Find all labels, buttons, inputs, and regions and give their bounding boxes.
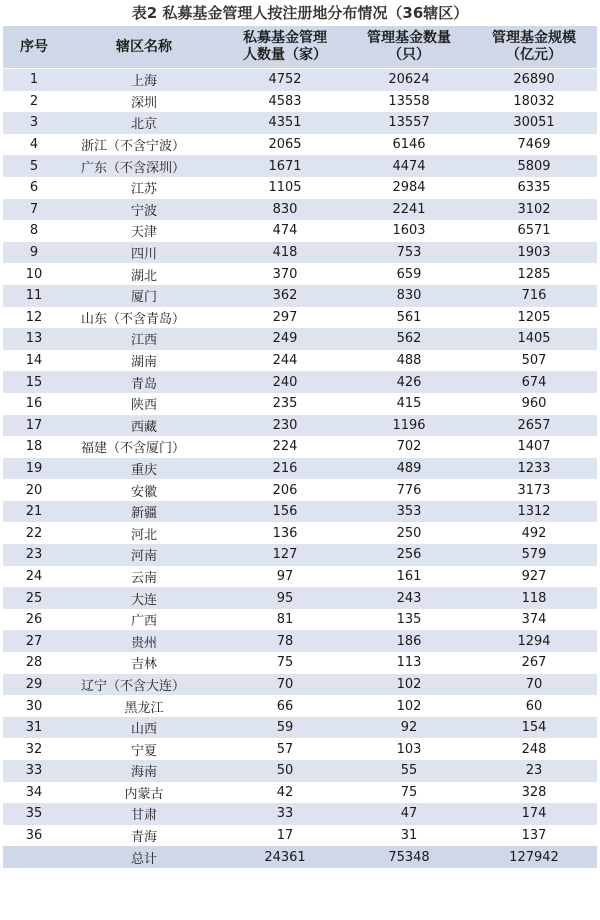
scale-cell: 7469	[471, 134, 597, 156]
scale-cell: 1294	[471, 630, 597, 652]
table-row	[3, 479, 597, 501]
region-cell	[65, 155, 223, 177]
managers-cell: 78	[223, 630, 347, 652]
funds-cell: 113	[347, 652, 471, 674]
managers-cell: 81	[223, 609, 347, 631]
region-cell: 上海	[65, 69, 223, 91]
managers-cell: 136	[223, 522, 347, 544]
seq-cell: 19	[3, 458, 65, 480]
seq-cell: 20	[3, 479, 65, 501]
funds-cell: 353	[347, 501, 471, 523]
region-cell: 安徽	[65, 479, 223, 501]
managers-cell: 156	[223, 501, 347, 523]
region-cell	[65, 307, 223, 329]
scale-cell: 1407	[471, 436, 597, 458]
table-row	[3, 285, 597, 307]
managers-cell: 4752	[223, 69, 347, 91]
seq-cell: 7	[3, 199, 65, 221]
scale-cell: 1205	[471, 307, 597, 329]
managers-cell: 362	[223, 285, 347, 307]
table-row	[3, 695, 597, 717]
funds-cell: 561	[347, 307, 471, 329]
region-cell: 海南	[65, 760, 223, 782]
table-title: 表2 私募基金管理人按注册地分布情况（36辖区）	[131, 4, 469, 22]
scale-cell: 492	[471, 522, 597, 544]
seq-cell: 25	[3, 587, 65, 609]
region-cell: 河南	[65, 544, 223, 566]
seq-cell: 27	[3, 630, 65, 652]
managers-cell: 1671	[223, 155, 347, 177]
managers-cell: 57	[223, 738, 347, 760]
seq-cell: 5	[3, 155, 65, 177]
seq-cell: 12	[3, 307, 65, 329]
scale-cell: 1233	[471, 458, 597, 480]
funds-cell: 753	[347, 242, 471, 264]
scale-cell: 248	[471, 738, 597, 760]
table-row	[3, 177, 597, 199]
region-cell: 山西	[65, 717, 223, 739]
seq-cell: 29	[3, 674, 65, 696]
region-cell: 甘肃	[65, 803, 223, 825]
table-row	[3, 587, 597, 609]
seq-cell: 30	[3, 695, 65, 717]
funds-cell: 13558	[347, 91, 471, 113]
funds-cell: 4474	[347, 155, 471, 177]
scale-cell: 579	[471, 544, 597, 566]
seq-cell: 34	[3, 782, 65, 804]
funds-cell: 243	[347, 587, 471, 609]
total-label: 总计	[65, 846, 223, 868]
header-scale-line1: 管理基金规模	[492, 30, 576, 46]
scale-cell: 18032	[471, 91, 597, 113]
region-cell: 河北	[65, 522, 223, 544]
table-row	[3, 263, 597, 285]
table-row	[3, 91, 597, 113]
managers-cell: 830	[223, 199, 347, 221]
table-row	[3, 825, 597, 847]
seq-cell: 14	[3, 350, 65, 372]
funds-cell: 426	[347, 371, 471, 393]
funds-cell: 250	[347, 522, 471, 544]
table-row	[3, 307, 597, 329]
seq-cell: 36	[3, 825, 65, 847]
region-cell: 重庆	[65, 458, 223, 480]
header-region: 辖区名称	[65, 26, 223, 69]
region-cell: 陕西	[65, 393, 223, 415]
table-row	[3, 155, 597, 177]
funds-cell: 20624	[347, 69, 471, 91]
scale-cell: 137	[471, 825, 597, 847]
table-row	[3, 199, 597, 221]
table-row	[3, 522, 597, 544]
seq-cell: 3	[3, 112, 65, 134]
managers-cell: 33	[223, 803, 347, 825]
total-scale: 127942	[471, 846, 597, 868]
table-row	[3, 350, 597, 372]
funds-cell: 256	[347, 544, 471, 566]
header-managers-line2: 人数量（家）	[243, 47, 327, 63]
funds-cell: 1196	[347, 415, 471, 437]
funds-cell: 1603	[347, 220, 471, 242]
seq-cell: 32	[3, 738, 65, 760]
table-row	[3, 393, 597, 415]
region-label: 广东（不含深圳）	[81, 160, 186, 176]
managers-cell: 216	[223, 458, 347, 480]
managers-cell: 474	[223, 220, 347, 242]
scale-cell: 3102	[471, 199, 597, 221]
managers-cell: 370	[223, 263, 347, 285]
scale-cell: 6571	[471, 220, 597, 242]
table-row	[3, 134, 597, 156]
region-cell: 吉林	[65, 652, 223, 674]
table-row	[3, 609, 597, 631]
funds-cell: 488	[347, 350, 471, 372]
funds-cell: 75	[347, 782, 471, 804]
seq-cell: 1	[3, 69, 65, 91]
header-funds-line1: 管理基金数量	[367, 30, 451, 46]
scale-cell: 118	[471, 587, 597, 609]
funds-cell: 13557	[347, 112, 471, 134]
managers-cell: 75	[223, 652, 347, 674]
table-row	[3, 112, 597, 134]
funds-cell: 102	[347, 695, 471, 717]
seq-cell: 33	[3, 760, 65, 782]
seq-cell: 18	[3, 436, 65, 458]
scale-cell: 26890	[471, 69, 597, 91]
funds-cell: 776	[347, 479, 471, 501]
managers-cell: 42	[223, 782, 347, 804]
seq-cell: 4	[3, 134, 65, 156]
scale-cell: 507	[471, 350, 597, 372]
region-cell	[65, 134, 223, 156]
funds-cell: 562	[347, 328, 471, 350]
funds-cell: 415	[347, 393, 471, 415]
scale-cell: 30051	[471, 112, 597, 134]
seq-cell: 13	[3, 328, 65, 350]
seq-cell: 16	[3, 393, 65, 415]
scale-cell: 60	[471, 695, 597, 717]
region-cell: 青海	[65, 825, 223, 847]
funds-cell: 102	[347, 674, 471, 696]
total-seq-cell	[3, 846, 65, 868]
table-row	[3, 501, 597, 523]
table-row	[3, 220, 597, 242]
region-cell: 四川	[65, 242, 223, 264]
header-managers-line1: 私募基金管理	[243, 30, 327, 46]
table-row	[3, 782, 597, 804]
funds-cell: 103	[347, 738, 471, 760]
seq-cell: 11	[3, 285, 65, 307]
managers-cell: 95	[223, 587, 347, 609]
region-label: 浙江（不含宁波）	[81, 139, 186, 155]
header-scale-line2: （亿元）	[506, 47, 562, 63]
region-cell: 云南	[65, 566, 223, 588]
managers-cell: 2065	[223, 134, 347, 156]
managers-cell: 17	[223, 825, 347, 847]
funds-cell: 830	[347, 285, 471, 307]
region-cell: 北京	[65, 112, 223, 134]
managers-cell: 224	[223, 436, 347, 458]
managers-cell: 235	[223, 393, 347, 415]
scale-cell: 3173	[471, 479, 597, 501]
funds-cell: 2241	[347, 199, 471, 221]
seq-cell: 21	[3, 501, 65, 523]
managers-cell: 97	[223, 566, 347, 588]
table-row	[3, 738, 597, 760]
scale-cell: 2657	[471, 415, 597, 437]
region-cell: 新疆	[65, 501, 223, 523]
funds-cell: 702	[347, 436, 471, 458]
header-funds-line2: （只）	[388, 47, 430, 63]
region-distribution-table	[3, 26, 597, 868]
managers-cell: 249	[223, 328, 347, 350]
scale-cell: 6335	[471, 177, 597, 199]
funds-cell: 31	[347, 825, 471, 847]
table-row	[3, 69, 597, 91]
managers-cell: 297	[223, 307, 347, 329]
table-row	[3, 371, 597, 393]
table-row	[3, 760, 597, 782]
seq-cell: 28	[3, 652, 65, 674]
seq-cell: 23	[3, 544, 65, 566]
managers-cell: 1105	[223, 177, 347, 199]
seq-cell: 35	[3, 803, 65, 825]
region-cell: 宁夏	[65, 738, 223, 760]
managers-cell: 230	[223, 415, 347, 437]
scale-cell: 960	[471, 393, 597, 415]
scale-cell: 70	[471, 674, 597, 696]
scale-cell: 5809	[471, 155, 597, 177]
seq-cell: 15	[3, 371, 65, 393]
funds-cell: 659	[347, 263, 471, 285]
managers-cell: 50	[223, 760, 347, 782]
scale-cell: 716	[471, 285, 597, 307]
table-row	[3, 415, 597, 437]
managers-cell: 59	[223, 717, 347, 739]
seq-cell: 22	[3, 522, 65, 544]
scale-cell: 1312	[471, 501, 597, 523]
header-row	[3, 26, 597, 69]
scale-cell: 267	[471, 652, 597, 674]
funds-cell: 135	[347, 609, 471, 631]
scale-cell: 674	[471, 371, 597, 393]
scale-cell: 328	[471, 782, 597, 804]
managers-cell: 4351	[223, 112, 347, 134]
table-row	[3, 803, 597, 825]
region-cell: 江西	[65, 328, 223, 350]
scale-cell: 927	[471, 566, 597, 588]
scale-cell: 1903	[471, 242, 597, 264]
funds-cell: 55	[347, 760, 471, 782]
managers-cell: 4583	[223, 91, 347, 113]
total-managers: 24361	[223, 846, 347, 868]
region-cell: 大连	[65, 587, 223, 609]
table-row	[3, 328, 597, 350]
total-funds: 75348	[347, 846, 471, 868]
funds-cell: 186	[347, 630, 471, 652]
scale-cell: 174	[471, 803, 597, 825]
scale-cell: 154	[471, 717, 597, 739]
table-row	[3, 566, 597, 588]
region-cell: 江苏	[65, 177, 223, 199]
seq-cell: 2	[3, 91, 65, 113]
managers-cell: 70	[223, 674, 347, 696]
header-funds	[347, 26, 471, 69]
region-cell: 内蒙古	[65, 782, 223, 804]
table-row	[3, 458, 597, 480]
seq-cell: 26	[3, 609, 65, 631]
table-row	[3, 674, 597, 696]
seq-cell: 17	[3, 415, 65, 437]
seq-cell: 9	[3, 242, 65, 264]
funds-cell: 6146	[347, 134, 471, 156]
scale-cell: 1285	[471, 263, 597, 285]
scale-cell: 1405	[471, 328, 597, 350]
seq-cell: 8	[3, 220, 65, 242]
region-cell: 湖南	[65, 350, 223, 372]
managers-cell: 66	[223, 695, 347, 717]
table-row	[3, 242, 597, 264]
managers-cell: 127	[223, 544, 347, 566]
managers-cell: 244	[223, 350, 347, 372]
table-row	[3, 717, 597, 739]
header-managers	[223, 26, 347, 69]
region-cell: 广西	[65, 609, 223, 631]
seq-cell: 10	[3, 263, 65, 285]
scale-cell: 23	[471, 760, 597, 782]
region-cell: 黑龙江	[65, 695, 223, 717]
managers-cell: 206	[223, 479, 347, 501]
region-cell: 深圳	[65, 91, 223, 113]
scale-cell: 374	[471, 609, 597, 631]
region-cell: 宁波	[65, 199, 223, 221]
funds-cell: 161	[347, 566, 471, 588]
managers-cell: 240	[223, 371, 347, 393]
funds-cell: 2984	[347, 177, 471, 199]
table-body	[3, 69, 597, 847]
header-scale	[471, 26, 597, 69]
funds-cell: 489	[347, 458, 471, 480]
funds-cell: 92	[347, 717, 471, 739]
region-cell	[65, 674, 223, 696]
region-cell: 青岛	[65, 371, 223, 393]
total-row	[3, 846, 597, 868]
managers-cell: 418	[223, 242, 347, 264]
region-cell: 天津	[65, 220, 223, 242]
region-cell	[65, 436, 223, 458]
region-cell: 贵州	[65, 630, 223, 652]
region-label: 山东（不含青岛）	[81, 311, 186, 327]
seq-cell: 31	[3, 717, 65, 739]
table-row	[3, 652, 597, 674]
table-row	[3, 544, 597, 566]
table-row	[3, 630, 597, 652]
funds-cell: 47	[347, 803, 471, 825]
region-cell: 湖北	[65, 263, 223, 285]
region-label: 辽宁（不含大连）	[81, 678, 186, 694]
header-seq: 序号	[3, 26, 65, 69]
region-cell: 厦门	[65, 285, 223, 307]
seq-cell: 6	[3, 177, 65, 199]
region-label: 福建（不含厦门）	[81, 441, 186, 457]
table-row	[3, 436, 597, 458]
region-cell: 西藏	[65, 415, 223, 437]
seq-cell: 24	[3, 566, 65, 588]
